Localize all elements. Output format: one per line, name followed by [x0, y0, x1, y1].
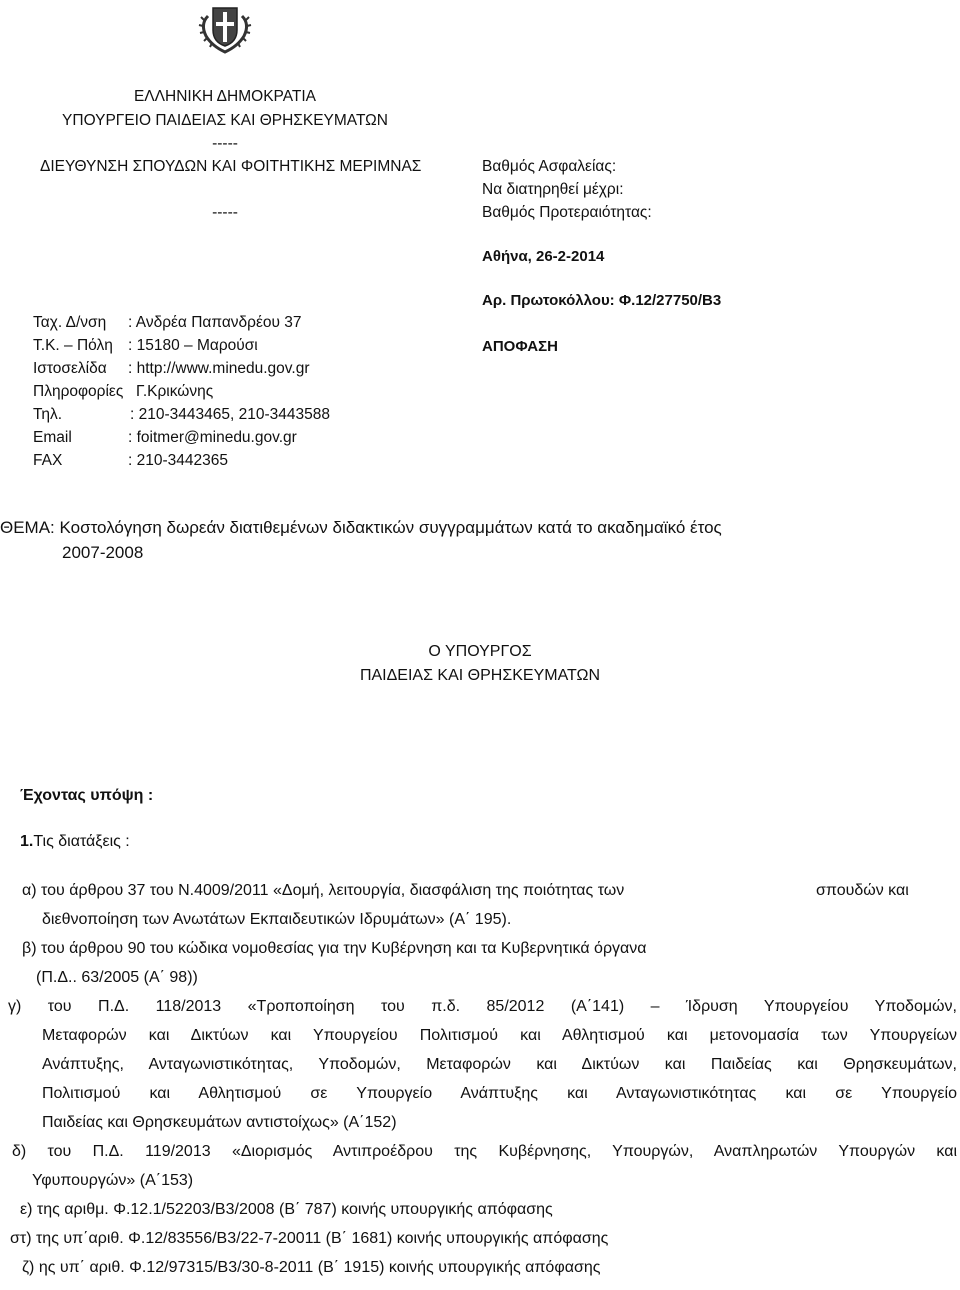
- item-d-line2: Υφυπουργών» (Α΄153): [32, 1172, 194, 1189]
- item-st-line1: στ) της υπ΄αριθ. Φ.12/83556/Β3/22-7-20011 (Β΄ 1681) κοινής υπουργικής απόφασης: [10, 1230, 609, 1247]
- provisions-line: [20, 833, 130, 851]
- item-g-line4: Πολιτισμού και Αθλητισμού σε Υπουργείο Ανάπτυξης και Ανταγωνιστικότητας και σε Υπουργείο: [42, 1085, 957, 1102]
- contact-value: Γ.Κρικώνης: [136, 383, 214, 400]
- contact-label: Email: [33, 429, 72, 446]
- contact-label: Τηλ.: [33, 406, 63, 423]
- country-name: ΕΛΛΗΝΙΚΗ ΔΗΜΟΚΡΑΤΙΑ: [133, 88, 317, 105]
- minister-title: Ο ΥΠΟΥΡΓΟΣ: [428, 643, 532, 660]
- item-e-line1: ε) της αριθμ. Φ.12.1/52203/Β3/2008 (Β΄ 787) κοινής υπουργικής απόφασης: [20, 1201, 553, 1218]
- security-level: Βαθμός Ασφαλείας:: [482, 158, 617, 175]
- item-a-line1: α) του άρθρου 37 του Ν.4009/2011 «Δομή, λειτουργία, διασφάλιση της ποιότητας των: [22, 882, 625, 899]
- website-link[interactable]: : http://www.minedu.gov.gr: [128, 360, 310, 377]
- item-g-line2: Μεταφορών και Δικτύων και Υπουργείου Πολιτισμού και Αθλητισμού και μετονομασία των Υπουργείων: [42, 1027, 957, 1044]
- item-b-line1: β) του άρθρου 90 του κώδικα νομοθεσίας για την Κυβέρνηση και τα Κυβερνητικά όργανα: [22, 940, 647, 957]
- subject-line: ΘΕΜΑ: Κοστολόγηση δωρεάν διατιθεμένων διδακτικών συγγραμμάτων κατά το ακαδημαϊκό έτος: [0, 518, 722, 537]
- directorate-name: ΔΙΕΥΘΥΝΣΗ ΣΠΟΥΔΩΝ ΚΑΙ ΦΟΙΤΗΤΙΚΗΣ ΜΕΡΙΜΝΑΣ: [40, 158, 422, 175]
- contact-label: Τ.Κ. – Πόλη: [33, 337, 113, 354]
- item-b-line2: (Π.Δ.. 63/2005 (Α΄ 98)): [36, 969, 198, 986]
- contact-label: Ιστοσελίδα: [33, 360, 107, 377]
- ministry-name: ΥΠΟΥΡΓΕΙΟ ΠΑΙΔΕΙΑΣ ΚΑΙ ΘΡΗΣΚΕΥΜΑΤΩΝ: [62, 112, 388, 129]
- considering-heading: Έχοντας υπόψη :: [20, 787, 154, 804]
- header-separator-2: -----: [212, 204, 238, 221]
- decision-heading: ΑΠΟΦΑΣΗ: [482, 338, 558, 355]
- subject-year: 2007-2008: [62, 543, 144, 562]
- item-g-line1: γ) του Π.Δ. 118/2013 «Τροποποίηση του π.δ. 85/2012 (Α΄141) – Ίδρυση Υπουργείου Υποδομών,: [8, 998, 957, 1015]
- provisions-text: Τις διατάξεις :: [33, 833, 130, 850]
- item-a-line2: διεθνοποίηση των Ανωτάτων Εκπαιδευτικών Ιδρυμάτων» (Α΄ 195).: [42, 911, 512, 928]
- item-d-line1: δ) του Π.Δ. 119/2013 «Διορισμός Αντιπροέδρου της Κυβέρνησης, Υπουργών, Αναπληρωτών Υπουργών και: [12, 1143, 957, 1160]
- phone-value: : 210-3443465, 210-3443588: [130, 406, 330, 423]
- header-separator: -----: [212, 135, 238, 152]
- provisions-number: 1.: [20, 833, 34, 850]
- retention-period: Να διατηρηθεί μέχρι:: [482, 181, 624, 198]
- item-z-line1: ζ) ης υπ΄ αριθ. Φ.12/97315/Β3/30-8-2011 (Β΄ 1915) κοινής υπουργικής απόφασης: [22, 1259, 601, 1276]
- contact-label: Ταχ. Δ/νση: [33, 314, 107, 331]
- fax-value: : 210-3442365: [128, 452, 228, 469]
- priority-level: Βαθμός Προτεραιότητας:: [482, 204, 652, 221]
- contact-label: Πληροφορίες: [33, 383, 124, 400]
- item-a-line1-end: σπουδών και: [816, 882, 909, 899]
- contact-value: : 15180 – Μαρούσι: [128, 337, 258, 354]
- item-g-line3: Ανάπτυξης, Ανταγωνιστικότητας, Υποδομών, Μεταφορών και Δικτύων και Παιδείας και Θρησκευμάτων,: [42, 1056, 957, 1073]
- document-date: Αθήνα, 26-2-2014: [482, 248, 605, 265]
- email-link[interactable]: : foitmer@minedu.gov.gr: [128, 429, 297, 446]
- contact-value: : Ανδρέα Παπανδρέου 37: [128, 314, 302, 331]
- protocol-number: Αρ. Πρωτοκόλλου: Φ.12/27750/Β3: [482, 292, 722, 309]
- ministry-title: ΠΑΙΔΕΙΑΣ ΚΑΙ ΘΡΗΣΚΕΥΜΑΤΩΝ: [359, 667, 601, 684]
- contact-label: FAX: [33, 452, 63, 469]
- greek-coat-of-arms-icon: [196, 2, 254, 58]
- item-g-line5: Παιδείας και Θρησκευμάτων αντιστοίχως» (Α΄152): [42, 1114, 397, 1131]
